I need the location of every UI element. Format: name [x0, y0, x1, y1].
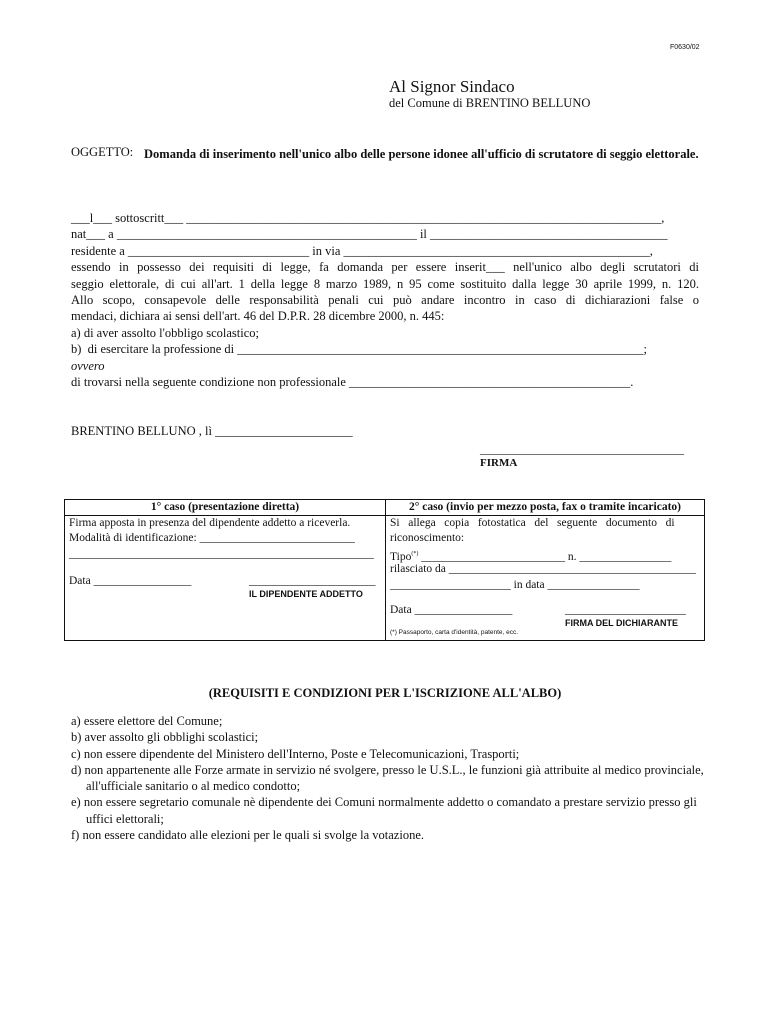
addressee-subtitle: del Comune di BRENTINO BELLUNO — [389, 96, 591, 110]
signature-line: __________________________________ — [480, 442, 684, 456]
declaration-line: ___l___ sottoscritt___ ____________________________________________________________________________, — [71, 211, 665, 225]
case2-signature-label: FIRMA DEL DICHIARANTE — [565, 618, 678, 628]
signature-label: FIRMA — [480, 457, 518, 469]
case2-footnote-marker: (*) — [411, 551, 419, 557]
case2-doc-type-fields: _________________________ n. ________________ — [418, 550, 672, 563]
case2-line: riconoscimento: — [390, 532, 465, 544]
addressee-title: Al Signor Sindaco — [389, 77, 515, 96]
declaration-body — [71, 210, 699, 390]
place-date-line: BRENTINO BELLUNO , lì ______________________ — [71, 424, 353, 438]
case2-line: Si allega copia fotostatica del seguente documento di — [390, 517, 675, 529]
declaration-line: mendaci, dichiara ai sensi dell'art. 46 del D.P.R. 28 dicembre 2000, n. 445: — [71, 309, 445, 324]
declaration-line: ovvero — [71, 358, 105, 373]
case2-signature-line: _____________________ — [565, 604, 686, 616]
case2-footnote: (*) Passaporto, carta d'identità, patente, ecc. — [390, 629, 519, 636]
requirement-item: d) non appartenente alle Forze armate in servizio né svolgere, presso le U.S.L., le funzioni già attribuite al medico provinciale, all'ufficiale sanitario o al medico condotto; — [71, 762, 704, 794]
requirement-item: a) essere elettore del Comune; — [71, 714, 223, 728]
case2-issued-date: _____________________ in data ________________ — [390, 579, 640, 591]
declaration-line: Allo scopo, consapevole delle responsabilità penali cui può andare incontro in caso di dichiarazioni false o — [71, 293, 699, 308]
requirement-item: b) aver assolto gli obblighi scolastici; — [71, 730, 259, 745]
declaration-line: nat___ a ________________________________________________ il ______________________________________ — [71, 227, 668, 242]
declaration-line: a) di aver assolto l'obbligo scolastico; — [71, 325, 259, 340]
requirement-item: e) non essere segretario comunale nè dipendente dei Comuni normalmente addetto o comandato a prestare servizio presso gli uffici elettorali; — [71, 795, 697, 826]
requirements-title: (REQUISITI E CONDIZIONI PER L'ISCRIZIONE ALL'ALBO) — [208, 686, 562, 700]
declaration-line: residente a _____________________________ in via _________________________________________________, — [71, 243, 653, 258]
case2-header: 2° caso (invio per mezzo posta, fax o tramite incaricato) — [408, 501, 681, 513]
case1-date: Data _________________ — [69, 575, 192, 587]
case1-line: _____________________________________________________ — [69, 548, 374, 560]
declaration-line: b) di esercitare la professione di _________________________________________________________________; — [71, 342, 647, 357]
case1-identification: Modalità di identificazione: ___________________________ — [69, 532, 355, 544]
case1-signature-label: IL DIPENDENTE ADDETTO — [249, 589, 363, 599]
submission-cases-table — [64, 499, 705, 641]
table-divider — [385, 500, 386, 640]
case2-doc-type-label: Tipo — [390, 550, 412, 563]
case1-header: 1° caso (presentazione diretta) — [150, 501, 300, 513]
declaration-line: seggio elettorale, di cui all'art. 1 della legge 8 marzo 1989, n 95 come sostituito dalla legge 30 aprile 1999, n. 120. — [71, 276, 699, 291]
subject-text: Domanda di inserimento nell'unico albo delle persone idonee all'ufficio di scrutatore di seggio elettorale. — [144, 147, 699, 161]
declaration-line: di trovarsi nella seguente condizione non professionale _____________________________________________. — [71, 375, 634, 390]
case1-signature-line: ______________________ — [249, 575, 376, 587]
subject-label: OGGETTO: — [71, 145, 134, 159]
form-code: F0630/02 — [670, 44, 700, 51]
case2-date: Data _________________ — [390, 604, 513, 616]
case2-issued-by: rilasciato da ___________________________________________ — [390, 563, 697, 575]
requirements-list — [71, 713, 711, 843]
declaration-line: essendo in possesso dei requisiti di legge, fa domanda per essere inserit___ nell'unico albo degli scrutatori di — [71, 260, 699, 275]
requirement-item: c) non essere dipendente del Ministero dell'Interno, Poste e Telecomunicazioni, Trasporti; — [71, 746, 520, 761]
case1-line: Firma apposta in presenza del dipendente addetto a riceverla. — [69, 517, 351, 529]
requirement-item: f) non essere candidato alle elezioni per le quali si svolge la votazione. — [71, 828, 424, 843]
